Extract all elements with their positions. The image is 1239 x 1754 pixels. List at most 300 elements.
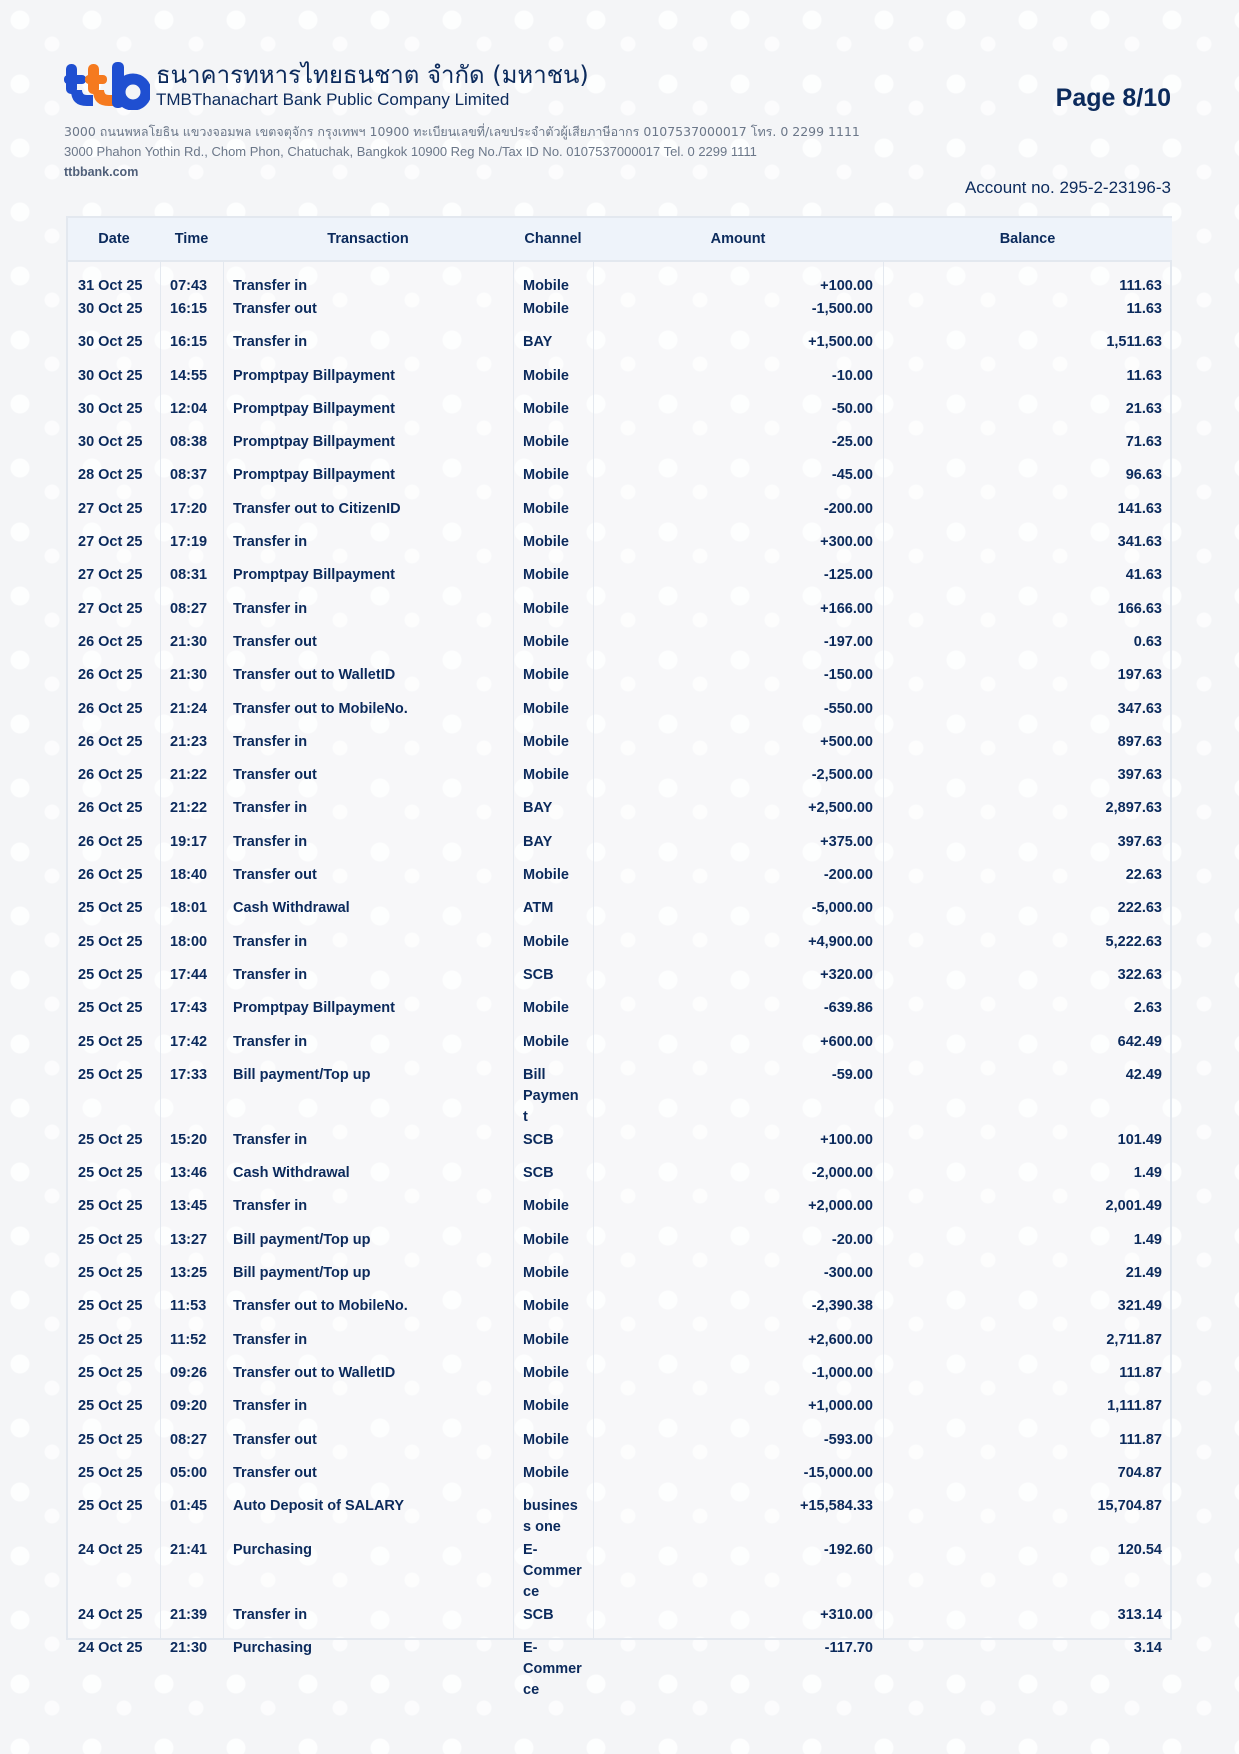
cell-balance: 15,704.87 bbox=[1097, 1498, 1162, 1515]
account-number: Account no. 295-2-23196-3 bbox=[964, 178, 1171, 197]
cell-date: 25 Oct 25 bbox=[78, 966, 143, 983]
cell-time: 11:53 bbox=[170, 1298, 207, 1315]
cell-transaction: Transfer out to MobileNo. bbox=[233, 1298, 408, 1315]
cell-amount: -59.00 bbox=[831, 1066, 873, 1083]
cell-date: 25 Oct 25 bbox=[78, 1231, 143, 1248]
cell-channel: Mobile bbox=[523, 733, 569, 750]
cell-transaction: Transfer out to WalletID bbox=[233, 667, 396, 684]
table-row bbox=[68, 1030, 1172, 1063]
cell-amount: +166.00 bbox=[820, 600, 873, 617]
cell-transaction: Transfer out bbox=[233, 633, 317, 650]
cell-date: 28 Oct 25 bbox=[78, 467, 143, 484]
cell-transaction: Transfer in bbox=[233, 1398, 308, 1415]
cell-transaction: Bill payment/Top up bbox=[233, 1265, 371, 1282]
cell-channel: Mobile bbox=[523, 1431, 569, 1448]
table-row bbox=[68, 463, 1172, 496]
cell-date: 26 Oct 25 bbox=[78, 800, 143, 817]
cell-amount: -2,500.00 bbox=[811, 767, 873, 784]
cell-time: 21:39 bbox=[170, 1607, 208, 1624]
cell-time: 21:23 bbox=[170, 733, 208, 750]
table-row bbox=[68, 1361, 1172, 1394]
col-balance-header: Balance bbox=[883, 218, 1172, 261]
cell-time: 14:55 bbox=[170, 367, 208, 384]
statement-header bbox=[64, 62, 1171, 182]
cell-amount: -2,000.00 bbox=[811, 1165, 873, 1182]
cell-transaction: Promptpay Billpayment bbox=[233, 467, 395, 484]
cell-date: 25 Oct 25 bbox=[78, 1198, 143, 1215]
cell-amount: -197.00 bbox=[823, 633, 873, 650]
cell-time: 13:46 bbox=[170, 1165, 208, 1182]
cell-balance: 322.63 bbox=[1117, 966, 1162, 983]
cell-transaction: Transfer out to CitizenID bbox=[233, 500, 401, 517]
table-row bbox=[68, 563, 1172, 596]
cell-balance: 2,897.63 bbox=[1105, 800, 1162, 817]
cell-balance: 3.14 bbox=[1133, 1640, 1162, 1657]
cell-channel: Mobile bbox=[523, 1265, 569, 1282]
table-row bbox=[68, 663, 1172, 696]
bank-name-thai: ธนาคารทหารไทยธนชาต จำกัด (มหาชน) bbox=[156, 61, 589, 90]
cell-transaction: Transfer in bbox=[233, 1033, 308, 1050]
cell-amount: +100.00 bbox=[820, 1131, 873, 1148]
cell-time: 17:43 bbox=[170, 1000, 208, 1017]
col-date-header: Date bbox=[68, 218, 160, 261]
cell-date: 25 Oct 25 bbox=[78, 1464, 143, 1481]
cell-channel: business one bbox=[523, 1498, 578, 1536]
col-channel-header: Channel bbox=[513, 218, 593, 261]
cell-balance: 2.63 bbox=[1133, 1000, 1162, 1017]
cell-date: 26 Oct 25 bbox=[78, 867, 143, 884]
cell-transaction: Transfer in bbox=[233, 1331, 308, 1348]
cell-channel: BAY bbox=[523, 334, 553, 351]
cell-date: 24 Oct 25 bbox=[78, 1542, 143, 1559]
cell-channel: Mobile bbox=[523, 633, 569, 650]
cell-time: 17:19 bbox=[170, 534, 208, 551]
cell-amount: -639.86 bbox=[823, 1000, 873, 1017]
cell-transaction: Promptpay Billpayment bbox=[233, 567, 395, 584]
cell-channel: Mobile bbox=[523, 1298, 569, 1315]
cell-date: 25 Oct 25 bbox=[78, 1364, 143, 1381]
cell-time: 08:27 bbox=[170, 1431, 208, 1448]
table-row bbox=[68, 1228, 1172, 1261]
table-row bbox=[68, 1538, 1172, 1603]
table-row bbox=[68, 763, 1172, 796]
cell-balance: 321.49 bbox=[1117, 1298, 1162, 1315]
cell-time: 21:41 bbox=[170, 1542, 208, 1559]
cell-transaction: Transfer in bbox=[233, 1607, 308, 1624]
cell-date: 30 Oct 25 bbox=[78, 301, 143, 317]
cell-channel: Mobile bbox=[523, 278, 569, 294]
cell-date: 27 Oct 25 bbox=[78, 600, 143, 617]
cell-transaction: Bill payment/Top up bbox=[233, 1066, 371, 1083]
table-row bbox=[68, 930, 1172, 963]
table-row bbox=[68, 330, 1172, 363]
cell-date: 26 Oct 25 bbox=[78, 733, 143, 750]
cell-transaction: Promptpay Billpayment bbox=[233, 1000, 395, 1017]
cell-channel: Mobile bbox=[523, 467, 569, 484]
cell-time: 12:04 bbox=[170, 400, 208, 417]
cell-amount: -5,000.00 bbox=[811, 900, 873, 917]
cell-date: 25 Oct 25 bbox=[78, 1331, 143, 1348]
cell-channel: SCB bbox=[523, 1131, 554, 1148]
table-row bbox=[68, 1494, 1172, 1538]
cell-channel: Mobile bbox=[523, 667, 569, 684]
table-row bbox=[68, 1294, 1172, 1327]
cell-amount: +600.00 bbox=[820, 1033, 873, 1050]
cell-time: 08:31 bbox=[170, 567, 208, 584]
cell-time: 21:30 bbox=[170, 633, 208, 650]
page-number: Page 8/10 bbox=[1055, 84, 1171, 112]
cell-balance: 101.49 bbox=[1117, 1131, 1162, 1148]
cell-transaction: Transfer out bbox=[233, 301, 317, 317]
cell-transaction: Transfer in bbox=[233, 534, 308, 551]
table-row bbox=[68, 1461, 1172, 1494]
cell-amount: -10.00 bbox=[831, 367, 873, 384]
cell-time: 08:37 bbox=[170, 467, 208, 484]
cell-transaction: Promptpay Billpayment bbox=[233, 434, 395, 451]
cell-balance: 21.49 bbox=[1125, 1265, 1162, 1282]
table-row bbox=[68, 863, 1172, 896]
cell-transaction: Transfer out bbox=[233, 1464, 317, 1481]
cell-time: 13:45 bbox=[170, 1198, 208, 1215]
cell-time: 16:15 bbox=[170, 334, 208, 351]
cell-transaction: Auto Deposit of SALARY bbox=[233, 1498, 405, 1515]
cell-balance: 111.63 bbox=[1119, 278, 1162, 294]
cell-amount: -50.00 bbox=[831, 400, 873, 417]
cell-transaction: Promptpay Billpayment bbox=[233, 367, 395, 384]
cell-amount: -117.70 bbox=[824, 1640, 873, 1657]
cell-date: 25 Oct 25 bbox=[78, 1265, 143, 1282]
cell-balance: 141.63 bbox=[1117, 500, 1162, 517]
cell-channel: SCB bbox=[523, 966, 554, 983]
cell-time: 17:33 bbox=[170, 1066, 208, 1083]
col-transaction-header: Transaction bbox=[223, 218, 513, 261]
table-row bbox=[68, 996, 1172, 1029]
table-row bbox=[68, 1261, 1172, 1294]
cell-channel: Mobile bbox=[523, 1364, 569, 1381]
cell-balance: 1.49 bbox=[1133, 1231, 1162, 1248]
cell-balance: 2,711.87 bbox=[1106, 1331, 1162, 1348]
cell-channel: Mobile bbox=[523, 1198, 569, 1215]
cell-balance: 71.63 bbox=[1125, 434, 1162, 451]
cell-time: 01:45 bbox=[170, 1498, 208, 1515]
cell-amount: -20.00 bbox=[831, 1231, 873, 1248]
cell-channel: SCB bbox=[523, 1165, 554, 1182]
cell-amount: -125.00 bbox=[823, 567, 873, 584]
table-row bbox=[68, 497, 1172, 530]
cell-time: 19:17 bbox=[170, 833, 208, 850]
cell-time: 18:40 bbox=[170, 867, 208, 884]
cell-transaction: Promptpay Billpayment bbox=[233, 400, 395, 417]
cell-channel: Mobile bbox=[523, 767, 569, 784]
cell-balance: 11.63 bbox=[1126, 301, 1162, 317]
cell-balance: 1,111.87 bbox=[1107, 1398, 1162, 1415]
cell-date: 27 Oct 25 bbox=[78, 567, 143, 584]
table-row bbox=[68, 1603, 1172, 1636]
cell-balance: 1,511.63 bbox=[1106, 334, 1162, 351]
cell-date: 25 Oct 25 bbox=[78, 1033, 143, 1050]
cell-amount: +15,584.33 bbox=[800, 1498, 873, 1515]
table-row bbox=[68, 1428, 1172, 1461]
cell-amount: -1,000.00 bbox=[811, 1364, 873, 1381]
table-row bbox=[68, 1636, 1172, 1701]
cell-transaction: Transfer in bbox=[233, 1131, 308, 1148]
cell-time: 18:00 bbox=[170, 933, 208, 950]
cell-amount: +375.00 bbox=[820, 833, 873, 850]
table-row bbox=[68, 1394, 1172, 1427]
address-english: 3000 Phahon Yothin Rd., Chom Phon, Chatuchak, Bangkok 10900 Reg No./Tax ID No. 0107537000017 Tel. 0 2299 1111 bbox=[64, 144, 757, 159]
cell-transaction: Transfer out bbox=[233, 867, 317, 884]
cell-transaction: Cash Withdrawal bbox=[233, 900, 350, 917]
cell-date: 25 Oct 25 bbox=[78, 1298, 143, 1315]
cell-date: 25 Oct 25 bbox=[78, 933, 143, 950]
cell-time: 08:27 bbox=[170, 600, 208, 617]
cell-amount: -150.00 bbox=[823, 667, 873, 684]
cell-amount: +310.00 bbox=[820, 1607, 873, 1624]
cell-channel: Mobile bbox=[523, 301, 569, 317]
cell-amount: +300.00 bbox=[820, 534, 873, 551]
cell-amount: -2,390.38 bbox=[811, 1298, 873, 1315]
cell-amount: +1,000.00 bbox=[808, 1398, 873, 1415]
cell-amount: +320.00 bbox=[820, 966, 873, 983]
transactions-body bbox=[68, 261, 1172, 1701]
cell-channel: BAY bbox=[523, 800, 553, 817]
cell-amount: -593.00 bbox=[823, 1431, 873, 1448]
cell-date: 30 Oct 25 bbox=[78, 434, 143, 451]
cell-channel: Mobile bbox=[523, 1464, 569, 1481]
cell-amount: -1,500.00 bbox=[811, 301, 873, 317]
cell-transaction: Transfer in bbox=[233, 833, 308, 850]
cell-date: 26 Oct 25 bbox=[78, 767, 143, 784]
cell-time: 21:30 bbox=[170, 1640, 208, 1657]
bank-address bbox=[64, 122, 1171, 182]
cell-channel: Mobile bbox=[523, 1033, 569, 1050]
table-row bbox=[68, 397, 1172, 430]
cell-time: 13:27 bbox=[170, 1231, 208, 1248]
cell-amount: +2,000.00 bbox=[808, 1198, 873, 1215]
table-row bbox=[68, 1128, 1172, 1161]
table-row bbox=[68, 830, 1172, 863]
cell-balance: 0.63 bbox=[1133, 633, 1162, 650]
cell-transaction: Transfer out bbox=[233, 1431, 317, 1448]
cell-amount: -300.00 bbox=[823, 1265, 873, 1282]
cell-transaction: Purchasing bbox=[233, 1542, 312, 1559]
table-row bbox=[68, 1063, 1172, 1128]
table-row bbox=[68, 364, 1172, 397]
cell-transaction: Transfer in bbox=[233, 733, 308, 750]
table-row bbox=[68, 697, 1172, 730]
cell-amount: +100.00 bbox=[820, 278, 873, 294]
cell-date: 30 Oct 25 bbox=[78, 400, 143, 417]
cell-time: 11:52 bbox=[170, 1331, 207, 1348]
cell-time: 17:42 bbox=[170, 1033, 208, 1050]
cell-channel: Mobile bbox=[523, 1398, 569, 1415]
cell-transaction: Transfer in bbox=[233, 966, 308, 983]
cell-date: 27 Oct 25 bbox=[78, 500, 143, 517]
table-row bbox=[68, 730, 1172, 763]
cell-channel: Mobile bbox=[523, 1000, 569, 1017]
cell-time: 07:43 bbox=[170, 278, 208, 294]
bank-name-english: TMBThanachart Bank Public Company Limited bbox=[156, 89, 510, 109]
cell-time: 17:44 bbox=[170, 966, 208, 983]
cell-balance: 22.63 bbox=[1125, 867, 1162, 884]
cell-balance: 41.63 bbox=[1125, 567, 1162, 584]
cell-time: 13:25 bbox=[170, 1265, 208, 1282]
cell-balance: 2,001.49 bbox=[1105, 1198, 1162, 1215]
cell-channel: Bill Payment bbox=[523, 1066, 579, 1125]
cell-amount: -25.00 bbox=[831, 434, 873, 451]
cell-channel: Mobile bbox=[523, 600, 569, 617]
cell-amount: -200.00 bbox=[823, 867, 873, 884]
cell-date: 25 Oct 25 bbox=[78, 1131, 143, 1148]
cell-channel: BAY bbox=[523, 833, 553, 850]
cell-date: 25 Oct 25 bbox=[78, 1398, 143, 1415]
col-time-header: Time bbox=[160, 218, 223, 261]
cell-time: 09:20 bbox=[170, 1398, 208, 1415]
cell-date: 24 Oct 25 bbox=[78, 1607, 143, 1624]
cell-time: 15:20 bbox=[170, 1131, 208, 1148]
address-thai: 3000 ถนนพหลโยธิน แขวงจอมพล เขตจตุจักร กรุงเทพฯ 10900 ทะเบียนเลขที่/เลขประจำตัวผู้เสียภาษีอากร 0107537000017 โทร. 0 2299 1111 bbox=[64, 124, 860, 139]
table-row bbox=[68, 261, 1172, 297]
cell-time: 21:22 bbox=[170, 767, 208, 784]
cell-time: 05:00 bbox=[170, 1464, 208, 1481]
cell-date: 26 Oct 25 bbox=[78, 833, 143, 850]
cell-balance: 347.63 bbox=[1117, 700, 1162, 717]
cell-date: 25 Oct 25 bbox=[78, 1165, 143, 1182]
cell-amount: -192.60 bbox=[823, 1542, 873, 1559]
cell-time: 21:30 bbox=[170, 667, 208, 684]
cell-amount: -550.00 bbox=[823, 700, 873, 717]
cell-balance: 341.63 bbox=[1117, 534, 1162, 551]
cell-channel: Mobile bbox=[523, 867, 569, 884]
cell-transaction: Purchasing bbox=[233, 1640, 312, 1657]
cell-transaction: Transfer in bbox=[233, 1198, 308, 1215]
cell-date: 30 Oct 25 bbox=[78, 334, 143, 351]
cell-channel: Mobile bbox=[523, 567, 569, 584]
table-row bbox=[68, 1194, 1172, 1227]
table-row bbox=[68, 1161, 1172, 1194]
bank-brand bbox=[64, 62, 1171, 110]
cell-amount: +1,500.00 bbox=[808, 334, 873, 351]
cell-date: 26 Oct 25 bbox=[78, 633, 143, 650]
cell-transaction: Transfer in bbox=[233, 933, 308, 950]
cell-transaction: Transfer in bbox=[233, 800, 308, 817]
cell-transaction: Transfer in bbox=[233, 278, 308, 294]
cell-date: 26 Oct 25 bbox=[78, 667, 143, 684]
cell-transaction: Transfer out bbox=[233, 767, 317, 784]
cell-amount: -45.00 bbox=[831, 467, 873, 484]
cell-channel: Mobile bbox=[523, 434, 569, 451]
cell-transaction: Transfer in bbox=[233, 600, 308, 617]
cell-time: 16:15 bbox=[170, 301, 208, 317]
cell-amount: +4,900.00 bbox=[808, 933, 873, 950]
cell-channel: E-Commerce bbox=[523, 1640, 582, 1699]
cell-channel: ATM bbox=[523, 900, 554, 917]
cell-balance: 21.63 bbox=[1125, 400, 1162, 417]
col-amount-header: Amount bbox=[593, 218, 883, 261]
cell-balance: 397.63 bbox=[1117, 767, 1162, 784]
cell-balance: 96.63 bbox=[1125, 467, 1162, 484]
cell-channel: Mobile bbox=[523, 367, 569, 384]
cell-balance: 11.63 bbox=[1126, 367, 1162, 384]
table-header-row bbox=[68, 218, 1172, 261]
cell-amount: -200.00 bbox=[823, 500, 873, 517]
cell-date: 24 Oct 25 bbox=[78, 1640, 143, 1657]
cell-time: 18:01 bbox=[170, 900, 208, 917]
table-row bbox=[68, 630, 1172, 663]
cell-balance: 397.63 bbox=[1117, 833, 1162, 850]
cell-channel: E-Commerce bbox=[523, 1542, 582, 1601]
table-row bbox=[68, 963, 1172, 996]
cell-channel: Mobile bbox=[523, 700, 569, 717]
cell-amount: +500.00 bbox=[820, 733, 873, 750]
cell-date: 30 Oct 25 bbox=[78, 367, 143, 384]
cell-balance: 120.54 bbox=[1117, 1542, 1162, 1559]
cell-balance: 704.87 bbox=[1117, 1464, 1162, 1481]
table-row bbox=[68, 297, 1172, 330]
cell-time: 21:22 bbox=[170, 800, 208, 817]
cell-amount: -15,000.00 bbox=[803, 1464, 873, 1481]
cell-date: 25 Oct 25 bbox=[78, 1066, 143, 1083]
table-row bbox=[68, 896, 1172, 929]
cell-channel: Mobile bbox=[523, 1331, 569, 1348]
cell-date: 25 Oct 25 bbox=[78, 1000, 143, 1017]
cell-transaction: Cash Withdrawal bbox=[233, 1165, 350, 1182]
cell-balance: 197.63 bbox=[1117, 667, 1162, 684]
cell-date: 25 Oct 25 bbox=[78, 1431, 143, 1448]
cell-balance: 111.87 bbox=[1119, 1431, 1162, 1448]
table-row bbox=[68, 597, 1172, 630]
cell-date: 31 Oct 25 bbox=[78, 278, 143, 294]
cell-balance: 42.49 bbox=[1125, 1066, 1162, 1083]
table-row bbox=[68, 1328, 1172, 1361]
ttb-logo-icon bbox=[64, 62, 150, 110]
bank-website: ttbbank.com bbox=[64, 165, 139, 179]
cell-balance: 642.49 bbox=[1117, 1033, 1162, 1050]
cell-balance: 1.49 bbox=[1133, 1165, 1162, 1182]
cell-time: 21:24 bbox=[170, 700, 208, 717]
cell-date: 27 Oct 25 bbox=[78, 534, 143, 551]
cell-transaction: Transfer in bbox=[233, 334, 308, 351]
cell-channel: Mobile bbox=[523, 500, 569, 517]
cell-date: 25 Oct 25 bbox=[78, 1498, 143, 1515]
transactions-table bbox=[66, 216, 1172, 1699]
cell-transaction: Transfer out to MobileNo. bbox=[233, 700, 408, 717]
cell-balance: 111.87 bbox=[1119, 1364, 1162, 1381]
cell-time: 17:20 bbox=[170, 500, 208, 517]
table-row bbox=[68, 430, 1172, 463]
cell-transaction: Transfer out to WalletID bbox=[233, 1364, 396, 1381]
cell-balance: 313.14 bbox=[1117, 1607, 1162, 1624]
table-row bbox=[68, 530, 1172, 563]
cell-channel: Mobile bbox=[523, 933, 569, 950]
cell-time: 08:38 bbox=[170, 434, 208, 451]
cell-channel: Mobile bbox=[523, 534, 569, 551]
cell-amount: +2,500.00 bbox=[808, 800, 873, 817]
cell-balance: 166.63 bbox=[1117, 600, 1162, 617]
cell-amount: +2,600.00 bbox=[808, 1331, 873, 1348]
cell-balance: 897.63 bbox=[1117, 733, 1162, 750]
cell-time: 09:26 bbox=[170, 1364, 208, 1381]
cell-balance: 222.63 bbox=[1117, 900, 1162, 917]
cell-channel: Mobile bbox=[523, 1231, 569, 1248]
cell-date: 26 Oct 25 bbox=[78, 700, 143, 717]
cell-channel: Mobile bbox=[523, 400, 569, 417]
cell-transaction: Bill payment/Top up bbox=[233, 1231, 371, 1248]
cell-channel: SCB bbox=[523, 1607, 554, 1624]
table-row bbox=[68, 796, 1172, 829]
cell-balance: 5,222.63 bbox=[1105, 933, 1162, 950]
cell-date: 25 Oct 25 bbox=[78, 900, 143, 917]
